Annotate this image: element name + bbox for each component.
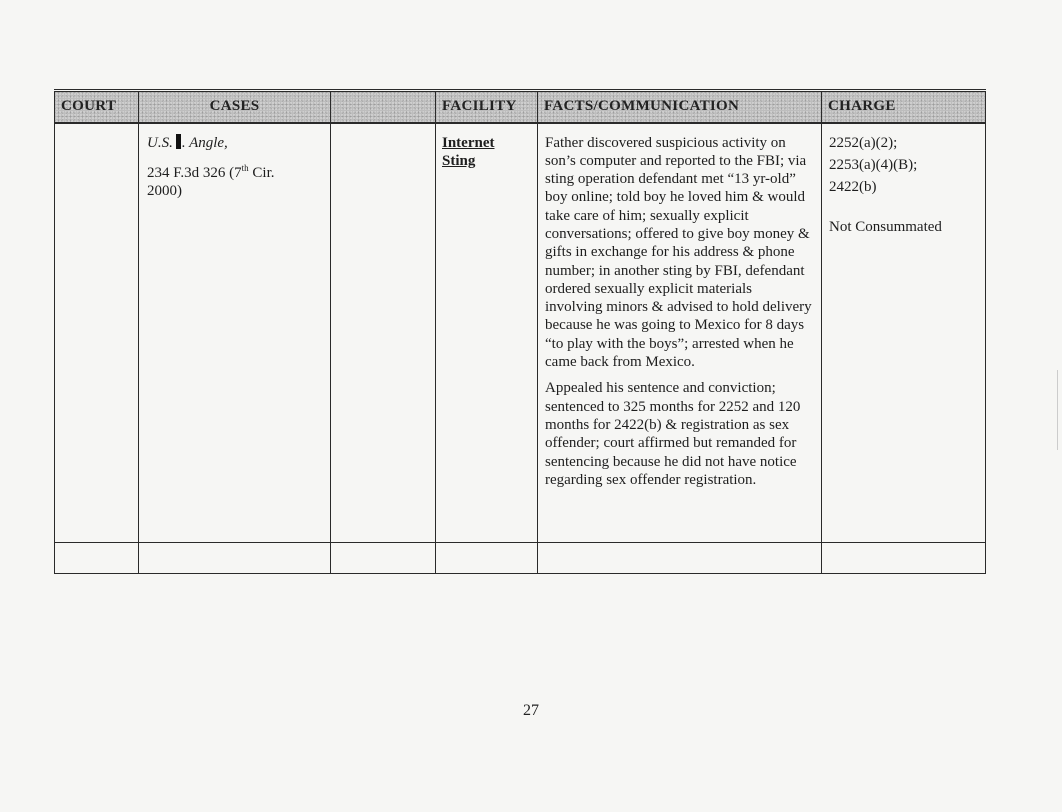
charge-3: 2422(b) bbox=[829, 179, 877, 196]
table-row-empty bbox=[55, 543, 986, 574]
facility-cell bbox=[436, 123, 538, 543]
charge-1: 2252(a)(2); bbox=[829, 134, 898, 151]
facts-cell bbox=[538, 123, 822, 543]
header-facility: FACILITY bbox=[436, 91, 538, 123]
empty-cell bbox=[436, 543, 538, 574]
empty-cell bbox=[538, 543, 822, 574]
scan-artifact bbox=[1057, 370, 1058, 450]
redaction-mark bbox=[176, 134, 181, 149]
table-row bbox=[55, 123, 986, 543]
charge-status: Not Consummated bbox=[829, 219, 942, 236]
facility-line-1: Internet bbox=[442, 134, 495, 151]
header-row bbox=[55, 91, 986, 123]
court-cell bbox=[55, 123, 139, 543]
empty-cell bbox=[55, 543, 139, 574]
case-table bbox=[54, 89, 986, 574]
case-name: U.S. . Angle, bbox=[147, 134, 228, 151]
header-cases: CASES bbox=[139, 91, 331, 123]
header-facts: FACTS/COMMUNICATION bbox=[538, 91, 822, 123]
facts-paragraph-2: Appealed his sentence and conviction; sentenced to 325 months for 2252 and 120 months for 2422(b) & registration as sex offender; court affirmed but remanded for sentencing because he did not have notice regarding sex offender registration. bbox=[545, 380, 801, 488]
facility-line-2: Sting bbox=[442, 152, 476, 169]
header-blank bbox=[331, 91, 436, 123]
empty-cell bbox=[822, 543, 986, 574]
charge-2: 2253(a)(4)(B); bbox=[829, 156, 918, 173]
case-citation: 234 F.3d 326 (7th Cir. 2000) bbox=[147, 162, 275, 200]
empty-cell bbox=[331, 543, 436, 574]
facts-paragraph-1: Father discovered suspicious activity on son’s computer and reported to the FBI; via sting operation defendant met “13 yr-old” boy online; told boy he loved him & would take care of him; sexually explicit conversations; offered to give boy money & gifts in exchange for his address & phone number; in another sting by FBI, defendant ordered sexually explicit materials involving minors & advised to hold delivery because he was going to Mexico for 8 days “to play with the boys”; arrested when he came back from Mexico. bbox=[545, 134, 812, 371]
empty-cell bbox=[139, 543, 331, 574]
page-number: 27 bbox=[523, 702, 539, 719]
cases-cell bbox=[139, 123, 331, 543]
charge-cell bbox=[822, 123, 986, 543]
blank-cell bbox=[331, 123, 436, 543]
header-court: COURT bbox=[55, 91, 139, 123]
header-charge: CHARGE bbox=[822, 91, 986, 123]
